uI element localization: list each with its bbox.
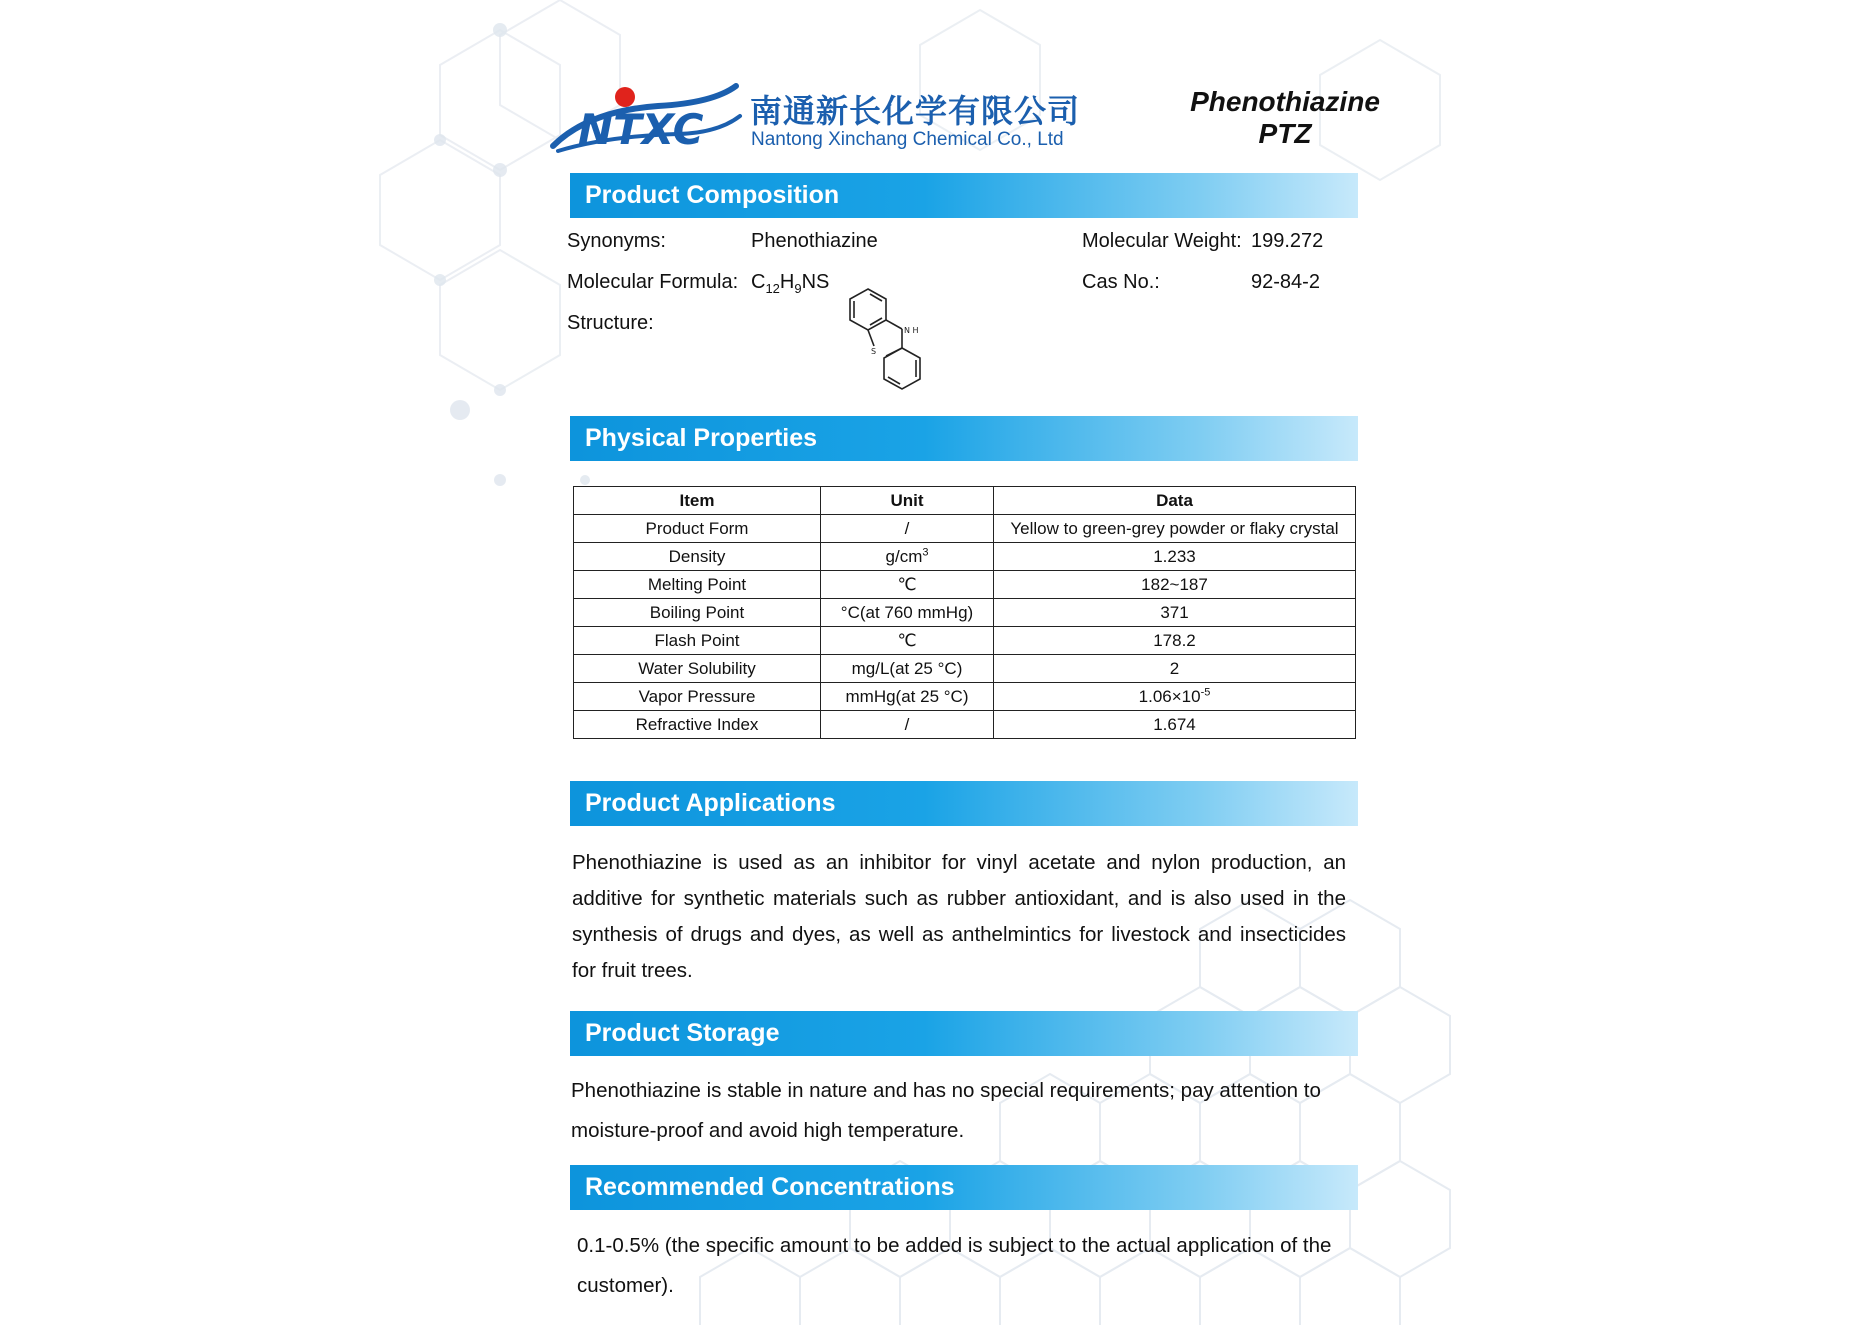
product-title bbox=[1150, 86, 1420, 150]
company-name-english: Nantong Xinchang Chemical Co., Ltd bbox=[751, 129, 1064, 150]
molecular-structure-image bbox=[848, 284, 948, 404]
product-name: Phenothiazine bbox=[1190, 86, 1380, 117]
cell-unit: ℃ bbox=[821, 627, 994, 655]
cell-item: Melting Point bbox=[574, 571, 821, 599]
svg-text:NTXC: NTXC bbox=[578, 105, 704, 154]
atom-nh: N H bbox=[904, 326, 919, 335]
cell-item: Vapor Pressure bbox=[574, 683, 821, 711]
table-row bbox=[574, 627, 1356, 655]
section-physical-header: Physical Properties bbox=[570, 416, 1358, 461]
cas-label: Cas No.: bbox=[1082, 271, 1160, 293]
cell-data: Yellow to green-grey powder or flaky crystal bbox=[994, 515, 1356, 543]
cell-data: 1.674 bbox=[994, 711, 1356, 739]
storage-text: Phenothiazine is stable in nature and has no special requirements; pay attention to moisture-proof and avoid high temperature. bbox=[571, 1079, 1321, 1142]
company-name-chinese: 南通新长化学有限公司 bbox=[750, 92, 1081, 130]
synonyms-value: Phenothiazine bbox=[751, 230, 878, 252]
cell-data: $1.06\times 10^{-5}$ bbox=[994, 683, 1356, 711]
cas-value: 92-84-2 bbox=[1251, 271, 1320, 293]
formula-value: $C_{12}H_9NS$ bbox=[751, 271, 830, 296]
product-abbreviation: PTZ bbox=[1258, 118, 1312, 149]
applications-text: Phenothiazine is used as an inhibitor for vinyl acetate and nylon production, an additive for synthetic materials such as rubber antioxidant, and is also used in the synthesis of drugs and dyes, as well as anthelmintics for livestock and insecticides for fruit trees. bbox=[572, 851, 1346, 982]
section-applications-header: Product Applications bbox=[570, 781, 1358, 826]
header-unit: Unit bbox=[821, 487, 994, 515]
cell-item: Boiling Point bbox=[574, 599, 821, 627]
cell-item: Density bbox=[574, 543, 821, 571]
section-concentrations-header: Recommended Concentrations bbox=[570, 1165, 1358, 1210]
molecular-weight-label: Molecular Weight: bbox=[1082, 230, 1242, 252]
synonyms-label: Synonyms: bbox=[567, 230, 666, 252]
cell-item: Refractive Index bbox=[574, 711, 821, 739]
section-storage-header: Product Storage bbox=[570, 1011, 1358, 1056]
cell-unit: °C(at 760 mmHg) bbox=[821, 599, 994, 627]
cell-unit: $g/cm^3$ bbox=[821, 543, 994, 571]
physical-properties-table bbox=[573, 486, 1356, 739]
cell-data: 182~187 bbox=[994, 571, 1356, 599]
cell-unit: / bbox=[821, 711, 994, 739]
cell-item: Product Form bbox=[574, 515, 821, 543]
cell-data: 178.2 bbox=[994, 627, 1356, 655]
concentrations-text: 0.1-0.5% (the specific amount to be added is subject to the actual application of the customer). bbox=[577, 1234, 1332, 1297]
cell-unit: / bbox=[821, 515, 994, 543]
header-item: Item bbox=[574, 487, 821, 515]
molecular-weight-value: 199.272 bbox=[1251, 230, 1324, 252]
cell-unit: ℃ bbox=[821, 571, 994, 599]
section-composition-header: Product Composition bbox=[570, 173, 1358, 218]
cell-unit: mmHg(at 25 °C) bbox=[821, 683, 994, 711]
structure-label: Structure: bbox=[567, 312, 654, 334]
table-row bbox=[574, 599, 1356, 627]
table-row bbox=[574, 655, 1356, 683]
header-data: Data bbox=[994, 487, 1356, 515]
table-row bbox=[574, 515, 1356, 543]
table-row bbox=[574, 543, 1356, 571]
cell-unit: mg/L(at 25 °C) bbox=[821, 655, 994, 683]
table-row bbox=[574, 571, 1356, 599]
cell-data: 2 bbox=[994, 655, 1356, 683]
atom-s: S bbox=[871, 347, 877, 356]
cell-item: Flash Point bbox=[574, 627, 821, 655]
company-logo bbox=[548, 76, 748, 160]
table-header-row bbox=[574, 487, 1356, 515]
table-row bbox=[574, 711, 1356, 739]
cell-data: 371 bbox=[994, 599, 1356, 627]
cell-data: 1.233 bbox=[994, 543, 1356, 571]
cell-item: Water Solubility bbox=[574, 655, 821, 683]
logo-red-dot-icon bbox=[615, 87, 635, 107]
formula-label: Molecular Formula: bbox=[567, 271, 739, 293]
table-row bbox=[574, 683, 1356, 711]
